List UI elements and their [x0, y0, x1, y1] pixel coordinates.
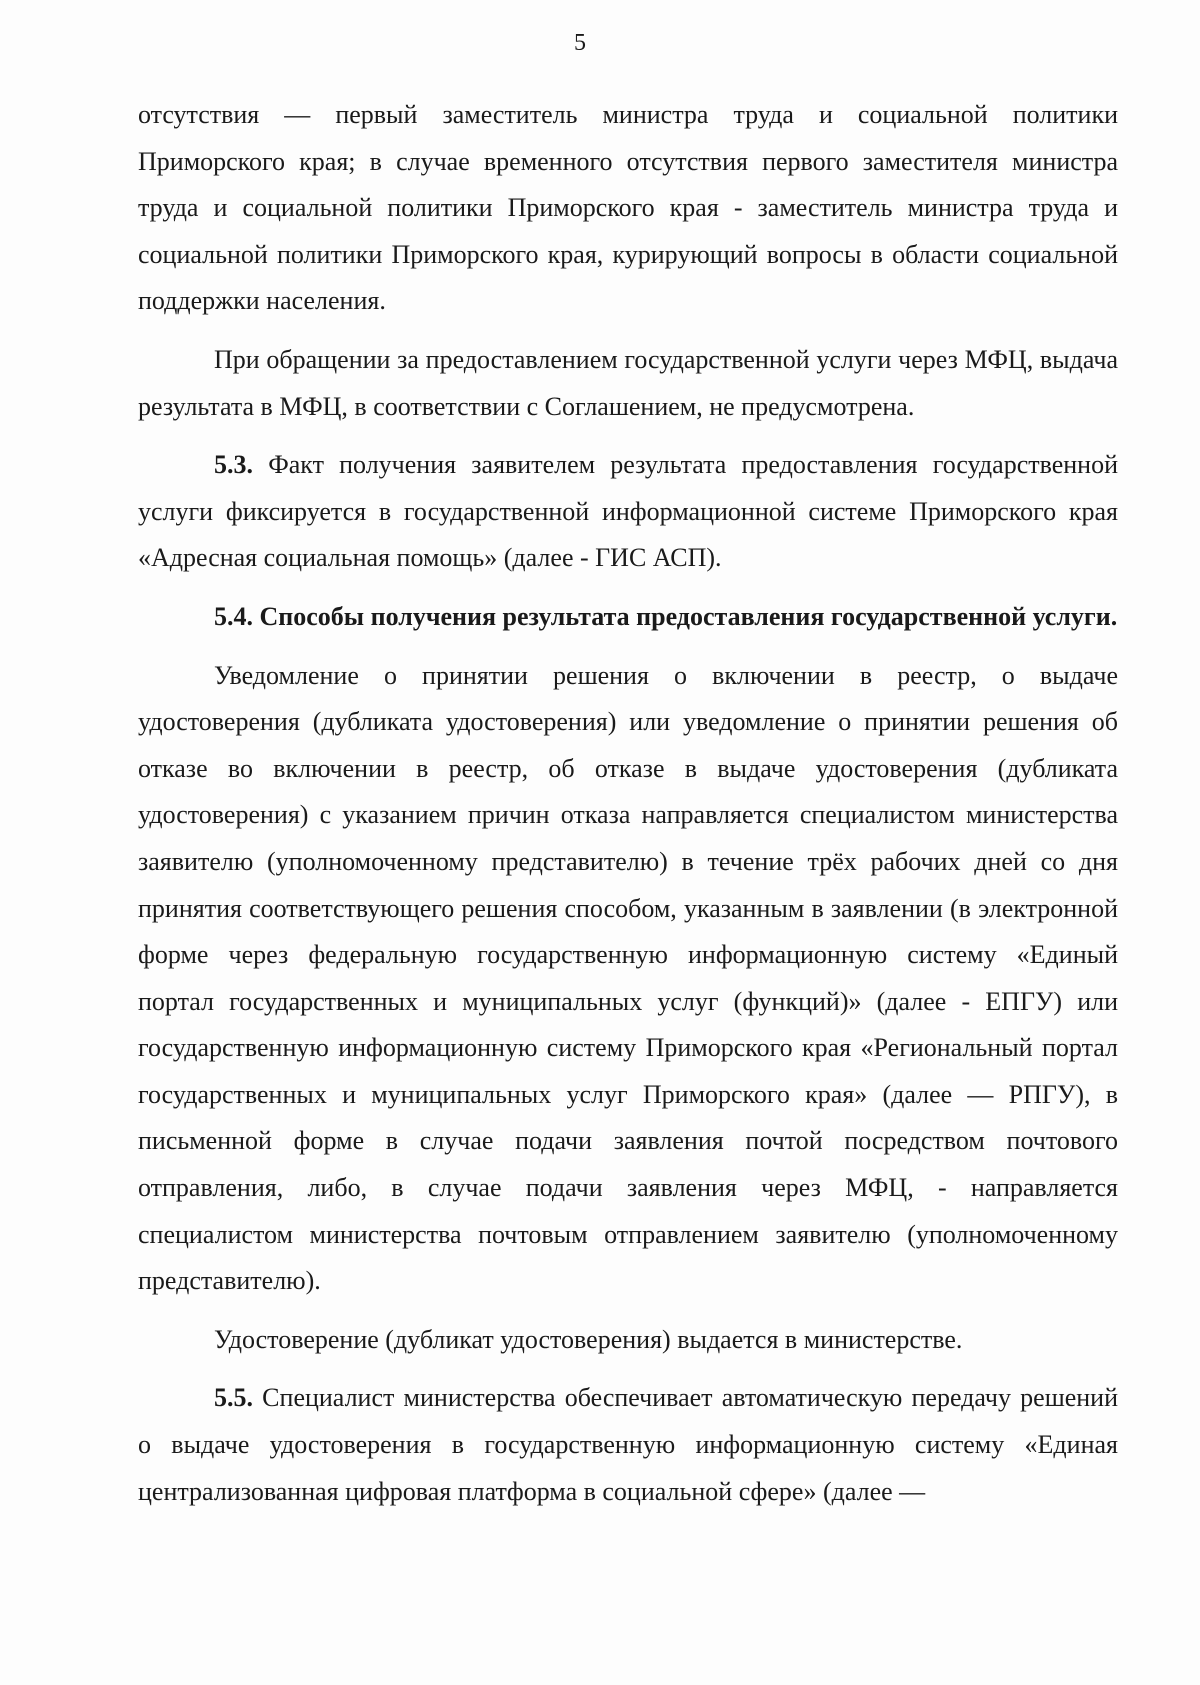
section-number-5-5: 5.5. — [214, 1383, 253, 1413]
paragraph-certificate-issuance: Удостоверение (дубликат удостоверения) выдается в министерстве. — [214, 1324, 963, 1354]
paragraph-acting-officials: отсутствия — первый заместитель министра труда и социальной политики Приморского края; в случае временного отсутствия первого заместителя министра труда и социальной политики Приморского края - заместитель министра труда и социальной политики Приморского края, курирующий вопросы в области социальной поддержки населения. — [138, 100, 1118, 316]
paragraph-mfc-issuance: При обращении за предоставлением государственной услуги через МФЦ, выдача результата в МФЦ, в соответствии с Соглашением, не предусмотрена. — [138, 344, 1118, 421]
section-number-5-3: 5.3. — [214, 450, 253, 480]
paragraph-5-3-text: Факт получения заявителем результата предоставления государственной услуги фиксируется в государственной информационной системе Приморского края «Адресная социальная помощь» (далее - ГИС АСП). — [138, 450, 1118, 573]
paragraph-5-5 — [138, 1375, 1118, 1515]
section-heading-5-4: 5.4. Способы получения результата предоставления государственной услуги. — [214, 601, 1118, 631]
paragraph-5-3 — [138, 442, 1118, 582]
paragraph-notification: Уведомление о принятии решения о включении в реестр, о выдаче удостоверения (дубликата удостоверения) или уведомление о принятии решения об отказе во включении в реестр, об отказе в выдаче удостоверения (дубликата удостоверения) с указанием причин отказа направляется специалистом министерства заявителю (уполномоченному представителю) в течение трёх рабочих дней со дня принятия соответствующего решения способом, указанным в заявлении (в электронной форме через федеральную государственную информационную систему «Единый портал государственных и муниципальных услуг (функций)» (далее - ЕПГУ) или государственную информационную систему Приморского края «Региональный портал государственных и муниципальных услуг Приморского края» (далее — РПГУ), в письменной форме в случае подачи заявления почтой посредством почтового отправления, либо, в случае подачи заявления через МФЦ, - направляется специалистом министерства почтовым отправлением заявителю (уполномоченному представителю). — [138, 660, 1118, 1296]
document-body — [138, 92, 1118, 1515]
paragraph-5-5-text: Специалист министерства обеспечивает автоматическую передачу решений о выдаче удостоверения в государственную информационную систему «Единая централизованная цифровая платформа в социальной сфере» (далее — — [138, 1383, 1118, 1506]
page-number: 5 — [574, 30, 586, 56]
